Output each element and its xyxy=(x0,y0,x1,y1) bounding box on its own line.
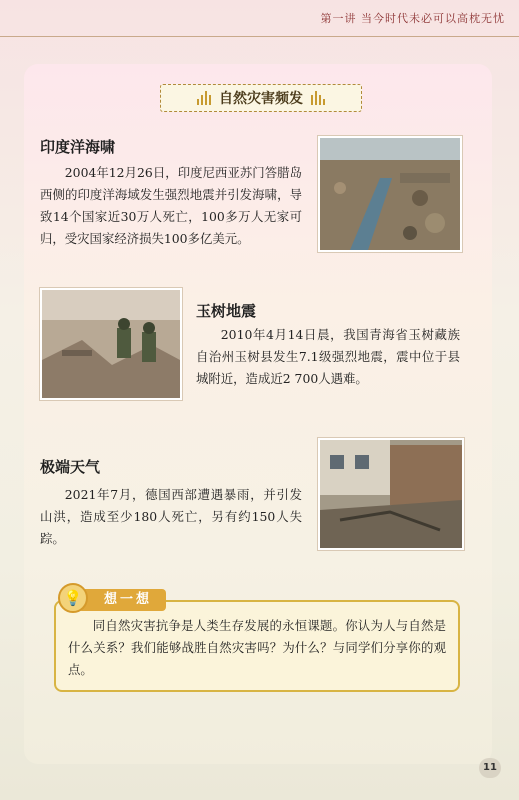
event-heading-weather: 极端天气 xyxy=(40,458,101,476)
think-text: 同自然灾害抗争是人类生存发展的永恒课题。你认为人与自然是什么关系？我们能够战胜自然灾害吗？为什么？与同学们分享你的观点。 xyxy=(68,618,446,677)
section-banner xyxy=(160,84,362,112)
event-text-weather: 2021年7月，德国西部遭遇暴雨，并引发山洪，造成至少180人死亡，另有约150人失踪。 xyxy=(40,487,302,546)
lightbulb-icon: 💡 xyxy=(58,583,88,613)
flood-photo xyxy=(318,438,464,550)
bars-icon xyxy=(197,91,211,105)
event-heading-earthquake: 玉树地震 xyxy=(196,302,257,320)
tsunami-photo xyxy=(318,136,462,252)
think-tag: 想一想 xyxy=(78,589,166,611)
event-heading-tsunami: 印度洋海啸 xyxy=(40,138,116,156)
earthquake-photo xyxy=(40,288,182,400)
event-text-tsunami: 2004年12月26日，印度尼西亚苏门答腊岛西侧的印度洋海域发生强烈地震并引发海啸，导致14个国家近30万人死亡，100多万人无家可归，受灾国家经济损失100多亿美元。 xyxy=(40,165,302,246)
bars-icon xyxy=(311,91,325,105)
section-title: 自然灾害频发 xyxy=(219,91,303,107)
event-text-earthquake: 2010年4月14日晨，我国青海省玉树藏族自治州玉树县发生7.1级强烈地震，震中位于县城附近，造成近2 700人遇难。 xyxy=(196,327,460,386)
running-title: 第一讲 当今时代未必可以高枕无忧 xyxy=(320,12,505,25)
page-number: 11 xyxy=(479,758,501,778)
